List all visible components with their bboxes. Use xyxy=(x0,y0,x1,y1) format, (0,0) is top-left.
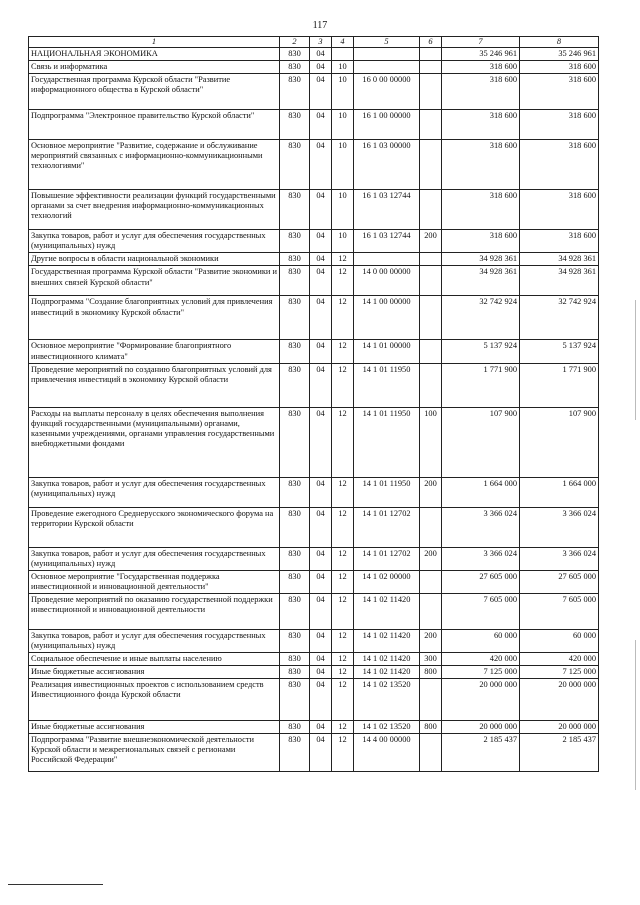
section-code: 04 xyxy=(310,734,332,772)
amount-year-1: 35 246 961 xyxy=(442,48,520,61)
section-code: 04 xyxy=(310,679,332,721)
amount-year-2: 32 742 924 xyxy=(520,296,599,340)
expense-type-code: 200 xyxy=(420,477,442,507)
column-header: 1 xyxy=(29,37,280,48)
section-code: 04 xyxy=(310,266,332,296)
subsection-code: 12 xyxy=(332,253,354,266)
scan-artifact xyxy=(635,300,636,420)
ministry-code: 830 xyxy=(280,507,310,547)
target-article-code: 16 0 00 00000 xyxy=(354,74,420,110)
subsection-code: 12 xyxy=(332,407,354,477)
subsection-code: 10 xyxy=(332,74,354,110)
row-name: Связь и информатика xyxy=(29,61,280,74)
amount-year-2: 5 137 924 xyxy=(520,340,599,363)
amount-year-2: 3 366 024 xyxy=(520,547,599,570)
amount-year-1: 1 771 900 xyxy=(442,363,520,407)
amount-year-1: 3 366 024 xyxy=(442,547,520,570)
section-code: 04 xyxy=(310,110,332,140)
table-row xyxy=(29,266,599,296)
amount-year-2: 7 605 000 xyxy=(520,593,599,629)
amount-year-1: 5 137 924 xyxy=(442,340,520,363)
section-code: 04 xyxy=(310,507,332,547)
table-row xyxy=(29,629,599,652)
expense-type-code xyxy=(420,48,442,61)
amount-year-2: 318 600 xyxy=(520,61,599,74)
ministry-code: 830 xyxy=(280,593,310,629)
section-code: 04 xyxy=(310,547,332,570)
target-article-code xyxy=(354,48,420,61)
table-row xyxy=(29,653,599,666)
expense-type-code xyxy=(420,190,442,230)
page-number: 117 xyxy=(312,20,328,31)
row-name: НАЦИОНАЛЬНАЯ ЭКОНОМИКА xyxy=(29,48,280,61)
amount-year-2: 20 000 000 xyxy=(520,721,599,734)
section-code: 04 xyxy=(310,340,332,363)
row-name: Основное мероприятие "Государственная поддержка инвестиционной и инновационной деятельности" xyxy=(29,570,280,593)
section-code: 04 xyxy=(310,363,332,407)
amount-year-1: 318 600 xyxy=(442,230,520,253)
row-name: Закупка товаров, работ и услуг для обеспечения государственных (муниципальных) нужд xyxy=(29,547,280,570)
target-article-code: 14 4 00 00000 xyxy=(354,734,420,772)
expense-type-code xyxy=(420,296,442,340)
section-code: 04 xyxy=(310,653,332,666)
table-row xyxy=(29,570,599,593)
ministry-code: 830 xyxy=(280,407,310,477)
amount-year-1: 34 928 361 xyxy=(442,253,520,266)
subsection-code: 10 xyxy=(332,190,354,230)
ministry-code: 830 xyxy=(280,547,310,570)
expense-type-code: 200 xyxy=(420,629,442,652)
ministry-code: 830 xyxy=(280,74,310,110)
amount-year-1: 318 600 xyxy=(442,140,520,190)
expense-type-code: 200 xyxy=(420,230,442,253)
section-code: 04 xyxy=(310,296,332,340)
amount-year-2: 420 000 xyxy=(520,653,599,666)
amount-year-2: 318 600 xyxy=(520,110,599,140)
ministry-code: 830 xyxy=(280,110,310,140)
target-article-code: 14 1 01 11950 xyxy=(354,407,420,477)
target-article-code: 16 1 03 12744 xyxy=(354,190,420,230)
amount-year-2: 27 605 000 xyxy=(520,570,599,593)
table-row xyxy=(29,61,599,74)
subsection-code xyxy=(332,48,354,61)
table-row xyxy=(29,74,599,110)
amount-year-1: 107 900 xyxy=(442,407,520,477)
subsection-code: 12 xyxy=(332,679,354,721)
amount-year-2: 60 000 xyxy=(520,629,599,652)
column-header: 8 xyxy=(520,37,599,48)
ministry-code: 830 xyxy=(280,363,310,407)
expense-type-code xyxy=(420,679,442,721)
subsection-code: 12 xyxy=(332,477,354,507)
column-header: 5 xyxy=(354,37,420,48)
table-row xyxy=(29,363,599,407)
table-row xyxy=(29,48,599,61)
subsection-code: 12 xyxy=(332,666,354,679)
amount-year-2: 2 185 437 xyxy=(520,734,599,772)
ministry-code: 830 xyxy=(280,61,310,74)
row-name: Реализация инвестиционных проектов с использованием средств Инвестиционного фонда Курской области xyxy=(29,679,280,721)
section-code: 04 xyxy=(310,477,332,507)
column-header: 6 xyxy=(420,37,442,48)
table-row xyxy=(29,230,599,253)
row-name: Государственная программа Курской области "Развитие информационного общества в Курской области" xyxy=(29,74,280,110)
expense-type-code xyxy=(420,253,442,266)
ministry-code: 830 xyxy=(280,48,310,61)
section-code: 04 xyxy=(310,570,332,593)
table-row xyxy=(29,190,599,230)
amount-year-2: 1 664 000 xyxy=(520,477,599,507)
row-name: Основное мероприятие "Формирование благоприятного инвестиционного климата" xyxy=(29,340,280,363)
amount-year-1: 318 600 xyxy=(442,190,520,230)
section-code: 04 xyxy=(310,140,332,190)
subsection-code: 12 xyxy=(332,570,354,593)
table-row xyxy=(29,593,599,629)
ministry-code: 830 xyxy=(280,477,310,507)
amount-year-1: 7 605 000 xyxy=(442,593,520,629)
subsection-code: 12 xyxy=(332,296,354,340)
subsection-code: 10 xyxy=(332,230,354,253)
amount-year-2: 3 366 024 xyxy=(520,507,599,547)
ministry-code: 830 xyxy=(280,190,310,230)
table-row xyxy=(29,407,599,477)
target-article-code: 14 1 02 00000 xyxy=(354,570,420,593)
section-code: 04 xyxy=(310,629,332,652)
target-article-code: 14 0 00 00000 xyxy=(354,266,420,296)
subsection-code: 12 xyxy=(332,363,354,407)
subsection-code: 12 xyxy=(332,507,354,547)
target-article-code: 14 1 02 11420 xyxy=(354,666,420,679)
column-header: 3 xyxy=(310,37,332,48)
ministry-code: 830 xyxy=(280,570,310,593)
row-name: Проведение мероприятий по созданию благоприятных условий для привлечения инвестиций в экономику Курской области xyxy=(29,363,280,407)
expense-type-code xyxy=(420,734,442,772)
amount-year-1: 27 605 000 xyxy=(442,570,520,593)
ministry-code: 830 xyxy=(280,253,310,266)
expense-type-code: 800 xyxy=(420,666,442,679)
expense-type-code xyxy=(420,570,442,593)
subsection-code: 10 xyxy=(332,110,354,140)
row-name: Подпрограмма "Электронное правительство Курской области" xyxy=(29,110,280,140)
amount-year-1: 318 600 xyxy=(442,61,520,74)
footnote-separator xyxy=(8,884,103,885)
ministry-code: 830 xyxy=(280,679,310,721)
amount-year-2: 318 600 xyxy=(520,140,599,190)
subsection-code: 12 xyxy=(332,547,354,570)
amount-year-1: 20 000 000 xyxy=(442,721,520,734)
expense-type-code: 800 xyxy=(420,721,442,734)
amount-year-2: 35 246 961 xyxy=(520,48,599,61)
section-code: 04 xyxy=(310,253,332,266)
amount-year-1: 1 664 000 xyxy=(442,477,520,507)
column-header: 4 xyxy=(332,37,354,48)
amount-year-1: 20 000 000 xyxy=(442,679,520,721)
target-article-code xyxy=(354,253,420,266)
table-row xyxy=(29,253,599,266)
section-code: 04 xyxy=(310,48,332,61)
section-code: 04 xyxy=(310,61,332,74)
row-name: Повышение эффективности реализации функций государственными органами за счет внедрения информационно-коммуникационных технологий xyxy=(29,190,280,230)
ministry-code: 830 xyxy=(280,296,310,340)
row-name: Иные бюджетные ассигнования xyxy=(29,666,280,679)
scan-artifact xyxy=(635,640,636,790)
table-row xyxy=(29,679,599,721)
target-article-code: 14 1 02 11420 xyxy=(354,593,420,629)
expense-type-code xyxy=(420,110,442,140)
expense-type-code xyxy=(420,363,442,407)
table-row xyxy=(29,721,599,734)
table-row xyxy=(29,477,599,507)
row-name: Социальное обеспечение и иные выплаты населению xyxy=(29,653,280,666)
row-name: Иные бюджетные ассигнования xyxy=(29,721,280,734)
table-row xyxy=(29,340,599,363)
expense-type-code: 300 xyxy=(420,653,442,666)
target-article-code: 14 1 02 13520 xyxy=(354,679,420,721)
expense-type-code xyxy=(420,74,442,110)
amount-year-1: 420 000 xyxy=(442,653,520,666)
ministry-code: 830 xyxy=(280,230,310,253)
section-code: 04 xyxy=(310,721,332,734)
ministry-code: 830 xyxy=(280,734,310,772)
amount-year-1: 2 185 437 xyxy=(442,734,520,772)
amount-year-1: 32 742 924 xyxy=(442,296,520,340)
subsection-code: 12 xyxy=(332,593,354,629)
subsection-code: 10 xyxy=(332,61,354,74)
row-name: Другие вопросы в области национальной экономики xyxy=(29,253,280,266)
section-code: 04 xyxy=(310,190,332,230)
ministry-code: 830 xyxy=(280,653,310,666)
amount-year-2: 318 600 xyxy=(520,230,599,253)
table-row xyxy=(29,140,599,190)
ministry-code: 830 xyxy=(280,140,310,190)
table-row xyxy=(29,296,599,340)
column-header: 2 xyxy=(280,37,310,48)
section-code: 04 xyxy=(310,230,332,253)
ministry-code: 830 xyxy=(280,340,310,363)
row-name: Проведение ежегодного Среднерусского экономического форума на территории Курской области xyxy=(29,507,280,547)
target-article-code: 14 1 01 11950 xyxy=(354,363,420,407)
row-name: Закупка товаров, работ и услуг для обеспечения государственных (муниципальных) нужд xyxy=(29,629,280,652)
amount-year-1: 7 125 000 xyxy=(442,666,520,679)
target-article-code: 14 1 01 11950 xyxy=(354,477,420,507)
expense-type-code xyxy=(420,266,442,296)
amount-year-2: 318 600 xyxy=(520,74,599,110)
amount-year-1: 3 366 024 xyxy=(442,507,520,547)
row-name: Подпрограмма "Создание благоприятных условий для привлечения инвестиций в экономику Курской области" xyxy=(29,296,280,340)
amount-year-2: 318 600 xyxy=(520,190,599,230)
expense-type-code xyxy=(420,140,442,190)
target-article-code: 14 1 01 00000 xyxy=(354,340,420,363)
amount-year-2: 34 928 361 xyxy=(520,253,599,266)
table-row xyxy=(29,734,599,772)
row-name: Расходы на выплаты персоналу в целях обеспечения выполнения функций государственными (муниципальными) органами, казенными учреждениями, органами управления государственными внебюджетными фондами xyxy=(29,407,280,477)
row-name: Проведение мероприятий по оказанию государственной поддержки инвестиционной и инновационной деятельности xyxy=(29,593,280,629)
ministry-code: 830 xyxy=(280,629,310,652)
subsection-code: 12 xyxy=(332,721,354,734)
table-header-row xyxy=(29,37,599,48)
table-row xyxy=(29,110,599,140)
subsection-code: 10 xyxy=(332,140,354,190)
row-name: Государственная программа Курской области "Развитие экономики и внешних связей Курской области" xyxy=(29,266,280,296)
row-name: Закупка товаров, работ и услуг для обеспечения государственных (муниципальных) нужд xyxy=(29,477,280,507)
amount-year-2: 107 900 xyxy=(520,407,599,477)
budget-table xyxy=(28,36,599,772)
section-code: 04 xyxy=(310,666,332,679)
expense-type-code: 200 xyxy=(420,547,442,570)
ministry-code: 830 xyxy=(280,721,310,734)
amount-year-2: 1 771 900 xyxy=(520,363,599,407)
amount-year-2: 7 125 000 xyxy=(520,666,599,679)
subsection-code: 12 xyxy=(332,340,354,363)
expense-type-code xyxy=(420,593,442,629)
target-article-code: 16 1 03 12744 xyxy=(354,230,420,253)
target-article-code: 14 1 00 00000 xyxy=(354,296,420,340)
row-name: Подпрограмма "Развитие внешнеэкономической деятельности Курской области и межрегиональных связей с регионами Российской Федерации" xyxy=(29,734,280,772)
target-article-code: 14 1 01 12702 xyxy=(354,547,420,570)
amount-year-1: 318 600 xyxy=(442,110,520,140)
row-name: Основное мероприятие "Развитие, содержание и обслуживание мероприятий связанных с информационно-коммуникационными технологиями" xyxy=(29,140,280,190)
subsection-code: 12 xyxy=(332,629,354,652)
section-code: 04 xyxy=(310,407,332,477)
target-article-code: 14 1 02 11420 xyxy=(354,629,420,652)
table-row xyxy=(29,547,599,570)
subsection-code: 12 xyxy=(332,653,354,666)
amount-year-1: 60 000 xyxy=(442,629,520,652)
column-header: 7 xyxy=(442,37,520,48)
expense-type-code xyxy=(420,61,442,74)
section-code: 04 xyxy=(310,74,332,110)
target-article-code: 14 1 02 11420 xyxy=(354,653,420,666)
section-code: 04 xyxy=(310,593,332,629)
table-row xyxy=(29,666,599,679)
expense-type-code xyxy=(420,507,442,547)
amount-year-2: 34 928 361 xyxy=(520,266,599,296)
amount-year-1: 318 600 xyxy=(442,74,520,110)
target-article-code: 16 1 00 00000 xyxy=(354,110,420,140)
amount-year-1: 34 928 361 xyxy=(442,266,520,296)
target-article-code: 14 1 02 13520 xyxy=(354,721,420,734)
ministry-code: 830 xyxy=(280,266,310,296)
expense-type-code: 100 xyxy=(420,407,442,477)
target-article-code: 16 1 03 00000 xyxy=(354,140,420,190)
subsection-code: 12 xyxy=(332,734,354,772)
amount-year-2: 20 000 000 xyxy=(520,679,599,721)
target-article-code xyxy=(354,61,420,74)
target-article-code: 14 1 01 12702 xyxy=(354,507,420,547)
table-row xyxy=(29,507,599,547)
expense-type-code xyxy=(420,340,442,363)
row-name: Закупка товаров, работ и услуг для обеспечения государственных (муниципальных) нужд xyxy=(29,230,280,253)
subsection-code: 12 xyxy=(332,266,354,296)
ministry-code: 830 xyxy=(280,666,310,679)
